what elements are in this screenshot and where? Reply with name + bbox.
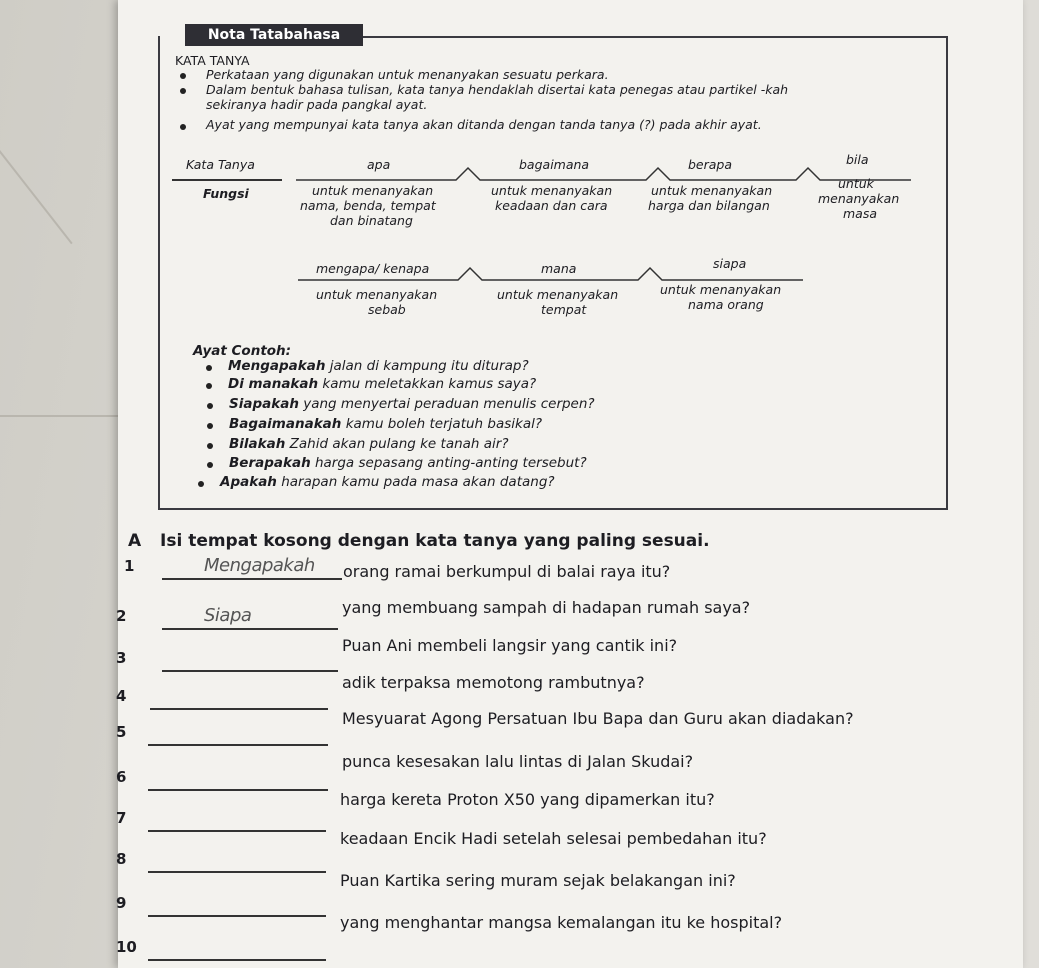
bullet-dot	[198, 481, 204, 487]
example-rest: yang menyertai peraduan menulis cerpen?	[298, 396, 595, 412]
example-rest: kamu meletakkan kamus saya?	[318, 376, 537, 392]
function-text: untuk menanyakan	[316, 287, 438, 302]
question-text: keadaan Encik Hadi setelah selesai pembedahan itu?	[340, 829, 767, 848]
example-rest: jalan di kampung itu diturap?	[325, 358, 529, 374]
example-rest: harga sepasang anting-anting tersebut?	[310, 455, 587, 471]
bullet-dot	[207, 403, 213, 409]
function-text: untuk menanyakan	[497, 287, 619, 302]
function-text: nama orang	[688, 297, 764, 312]
note-subtitle: KATA TANYA	[175, 53, 250, 68]
example-sentence	[229, 416, 542, 432]
bullet-dot	[206, 383, 212, 389]
example-question-word: Bagaimanakah	[229, 416, 342, 432]
function-text: untuk	[838, 176, 874, 191]
question-text: Puan Kartika sering muram sejak belakangan ini?	[340, 871, 736, 890]
question-number: 7	[116, 809, 127, 827]
example-question-word: Mengapakah	[228, 358, 326, 374]
question-text: Mesyuarat Agong Persatuan Ibu Bapa dan Guru akan diadakan?	[342, 709, 854, 728]
answer-blank[interactable]	[148, 744, 328, 746]
kata-tanya-word: apa	[367, 157, 391, 172]
question-text: punca kesesakan lalu lintas di Jalan Skudai?	[342, 752, 694, 771]
question-number: 1	[124, 557, 135, 575]
bullet-dot	[180, 73, 186, 79]
question-number: 4	[116, 687, 127, 705]
example-sentence	[229, 436, 509, 452]
answer-blank[interactable]	[148, 959, 326, 961]
table-divider-line	[172, 179, 282, 181]
example-sentence	[228, 376, 536, 392]
function-text: harga dan bilangan	[648, 198, 770, 213]
handwritten-answer: Siapa	[204, 605, 252, 626]
question-text: yang membuang sampah di hadapan rumah saya?	[342, 598, 751, 617]
example-rest: kamu boleh terjatuh basikal?	[341, 416, 543, 432]
box-top-border	[355, 36, 946, 38]
example-question-word: Di manakah	[228, 376, 319, 392]
function-text: menanyakan	[818, 191, 900, 206]
section-letter: A	[128, 531, 142, 551]
function-text: tempat	[541, 302, 587, 317]
example-rest: Zahid akan pulang ke tanah air?	[285, 436, 509, 452]
answer-blank[interactable]	[148, 871, 326, 873]
function-text: keadaan dan cara	[495, 198, 608, 213]
kata-tanya-word: bila	[846, 152, 869, 167]
intro-bullet-cont: sekiranya hadir pada pangkal ayat.	[206, 97, 428, 112]
function-text: untuk menanyakan	[312, 183, 434, 198]
answer-blank[interactable]	[162, 670, 338, 672]
intro-bullet: Dalam bentuk bahasa tulisan, kata tanya hendaklah disertai kata penegas atau partikel -kah	[206, 82, 789, 97]
bullet-dot	[180, 88, 186, 94]
intro-bullet: Ayat yang mempunyai kata tanya akan ditanda dengan tanda tanya (?) pada akhir ayat.	[206, 117, 762, 132]
bullet-dot	[207, 462, 213, 468]
function-text: masa	[843, 206, 878, 221]
function-text: untuk menanyakan	[491, 183, 613, 198]
kata-tanya-word: berapa	[688, 157, 733, 172]
function-text: nama, benda, tempat	[300, 198, 436, 213]
question-text: adik terpaksa memotong rambutnya?	[342, 673, 645, 692]
bullet-dot	[206, 365, 212, 371]
kata-tanya-word: siapa	[713, 256, 747, 271]
function-text: sebab	[368, 302, 406, 317]
answer-blank[interactable]	[148, 830, 326, 832]
question-number: 2	[116, 607, 127, 625]
kata-tanya-word: bagaimana	[519, 157, 590, 172]
handwritten-answer: Mengapakah	[204, 555, 315, 576]
answer-blank[interactable]	[148, 789, 328, 791]
note-title: Nota Tatabahasa	[185, 24, 363, 46]
example-question-word: Bilakah	[229, 436, 286, 452]
example-sentence	[229, 455, 587, 471]
function-text: untuk menanyakan	[651, 183, 773, 198]
kata-tanya-word: mengapa/ kenapa	[316, 261, 430, 276]
bullet-dot	[180, 124, 186, 130]
example-sentence	[220, 474, 555, 490]
example-rest: harapan kamu pada masa akan datang?	[276, 474, 555, 490]
question-number: 6	[116, 768, 127, 786]
example-question-word: Siapakah	[229, 396, 299, 412]
bullet-dot	[207, 443, 213, 449]
example-question-word: Apakah	[220, 474, 277, 490]
question-text: orang ramai berkumpul di balai raya itu?	[343, 562, 671, 581]
section-instruction: Isi tempat kosong dengan kata tanya yang paling sesuai.	[160, 531, 710, 551]
question-number: 8	[116, 850, 127, 868]
examples-heading: Ayat Contoh:	[193, 343, 292, 359]
answer-blank[interactable]	[162, 578, 342, 580]
question-text: harga kereta Proton X50 yang dipamerkan itu?	[340, 790, 715, 809]
function-text: dan binatang	[330, 213, 413, 228]
bullet-dot	[207, 423, 213, 429]
table-label-word: Kata Tanya	[186, 157, 255, 172]
example-sentence	[229, 396, 595, 412]
kata-tanya-word: mana	[541, 261, 577, 276]
question-text: Puan Ani membeli langsir yang cantik ini?	[342, 636, 678, 655]
floor-tile-line	[0, 415, 118, 417]
question-number: 10	[116, 938, 137, 956]
question-number: 5	[116, 723, 127, 741]
question-number: 9	[116, 894, 127, 912]
question-text: yang menghantar mangsa kemalangan itu ke hospital?	[340, 913, 783, 932]
answer-blank[interactable]	[148, 915, 326, 917]
answer-blank[interactable]	[162, 628, 338, 630]
example-sentence	[228, 358, 529, 374]
answer-blank[interactable]	[150, 708, 328, 710]
table-label-function: Fungsi	[203, 186, 249, 201]
question-number: 3	[116, 649, 127, 667]
function-text: untuk menanyakan	[660, 282, 782, 297]
example-question-word: Berapakah	[229, 455, 311, 471]
intro-bullet: Perkataan yang digunakan untuk menanyakan sesuatu perkara.	[206, 67, 609, 82]
